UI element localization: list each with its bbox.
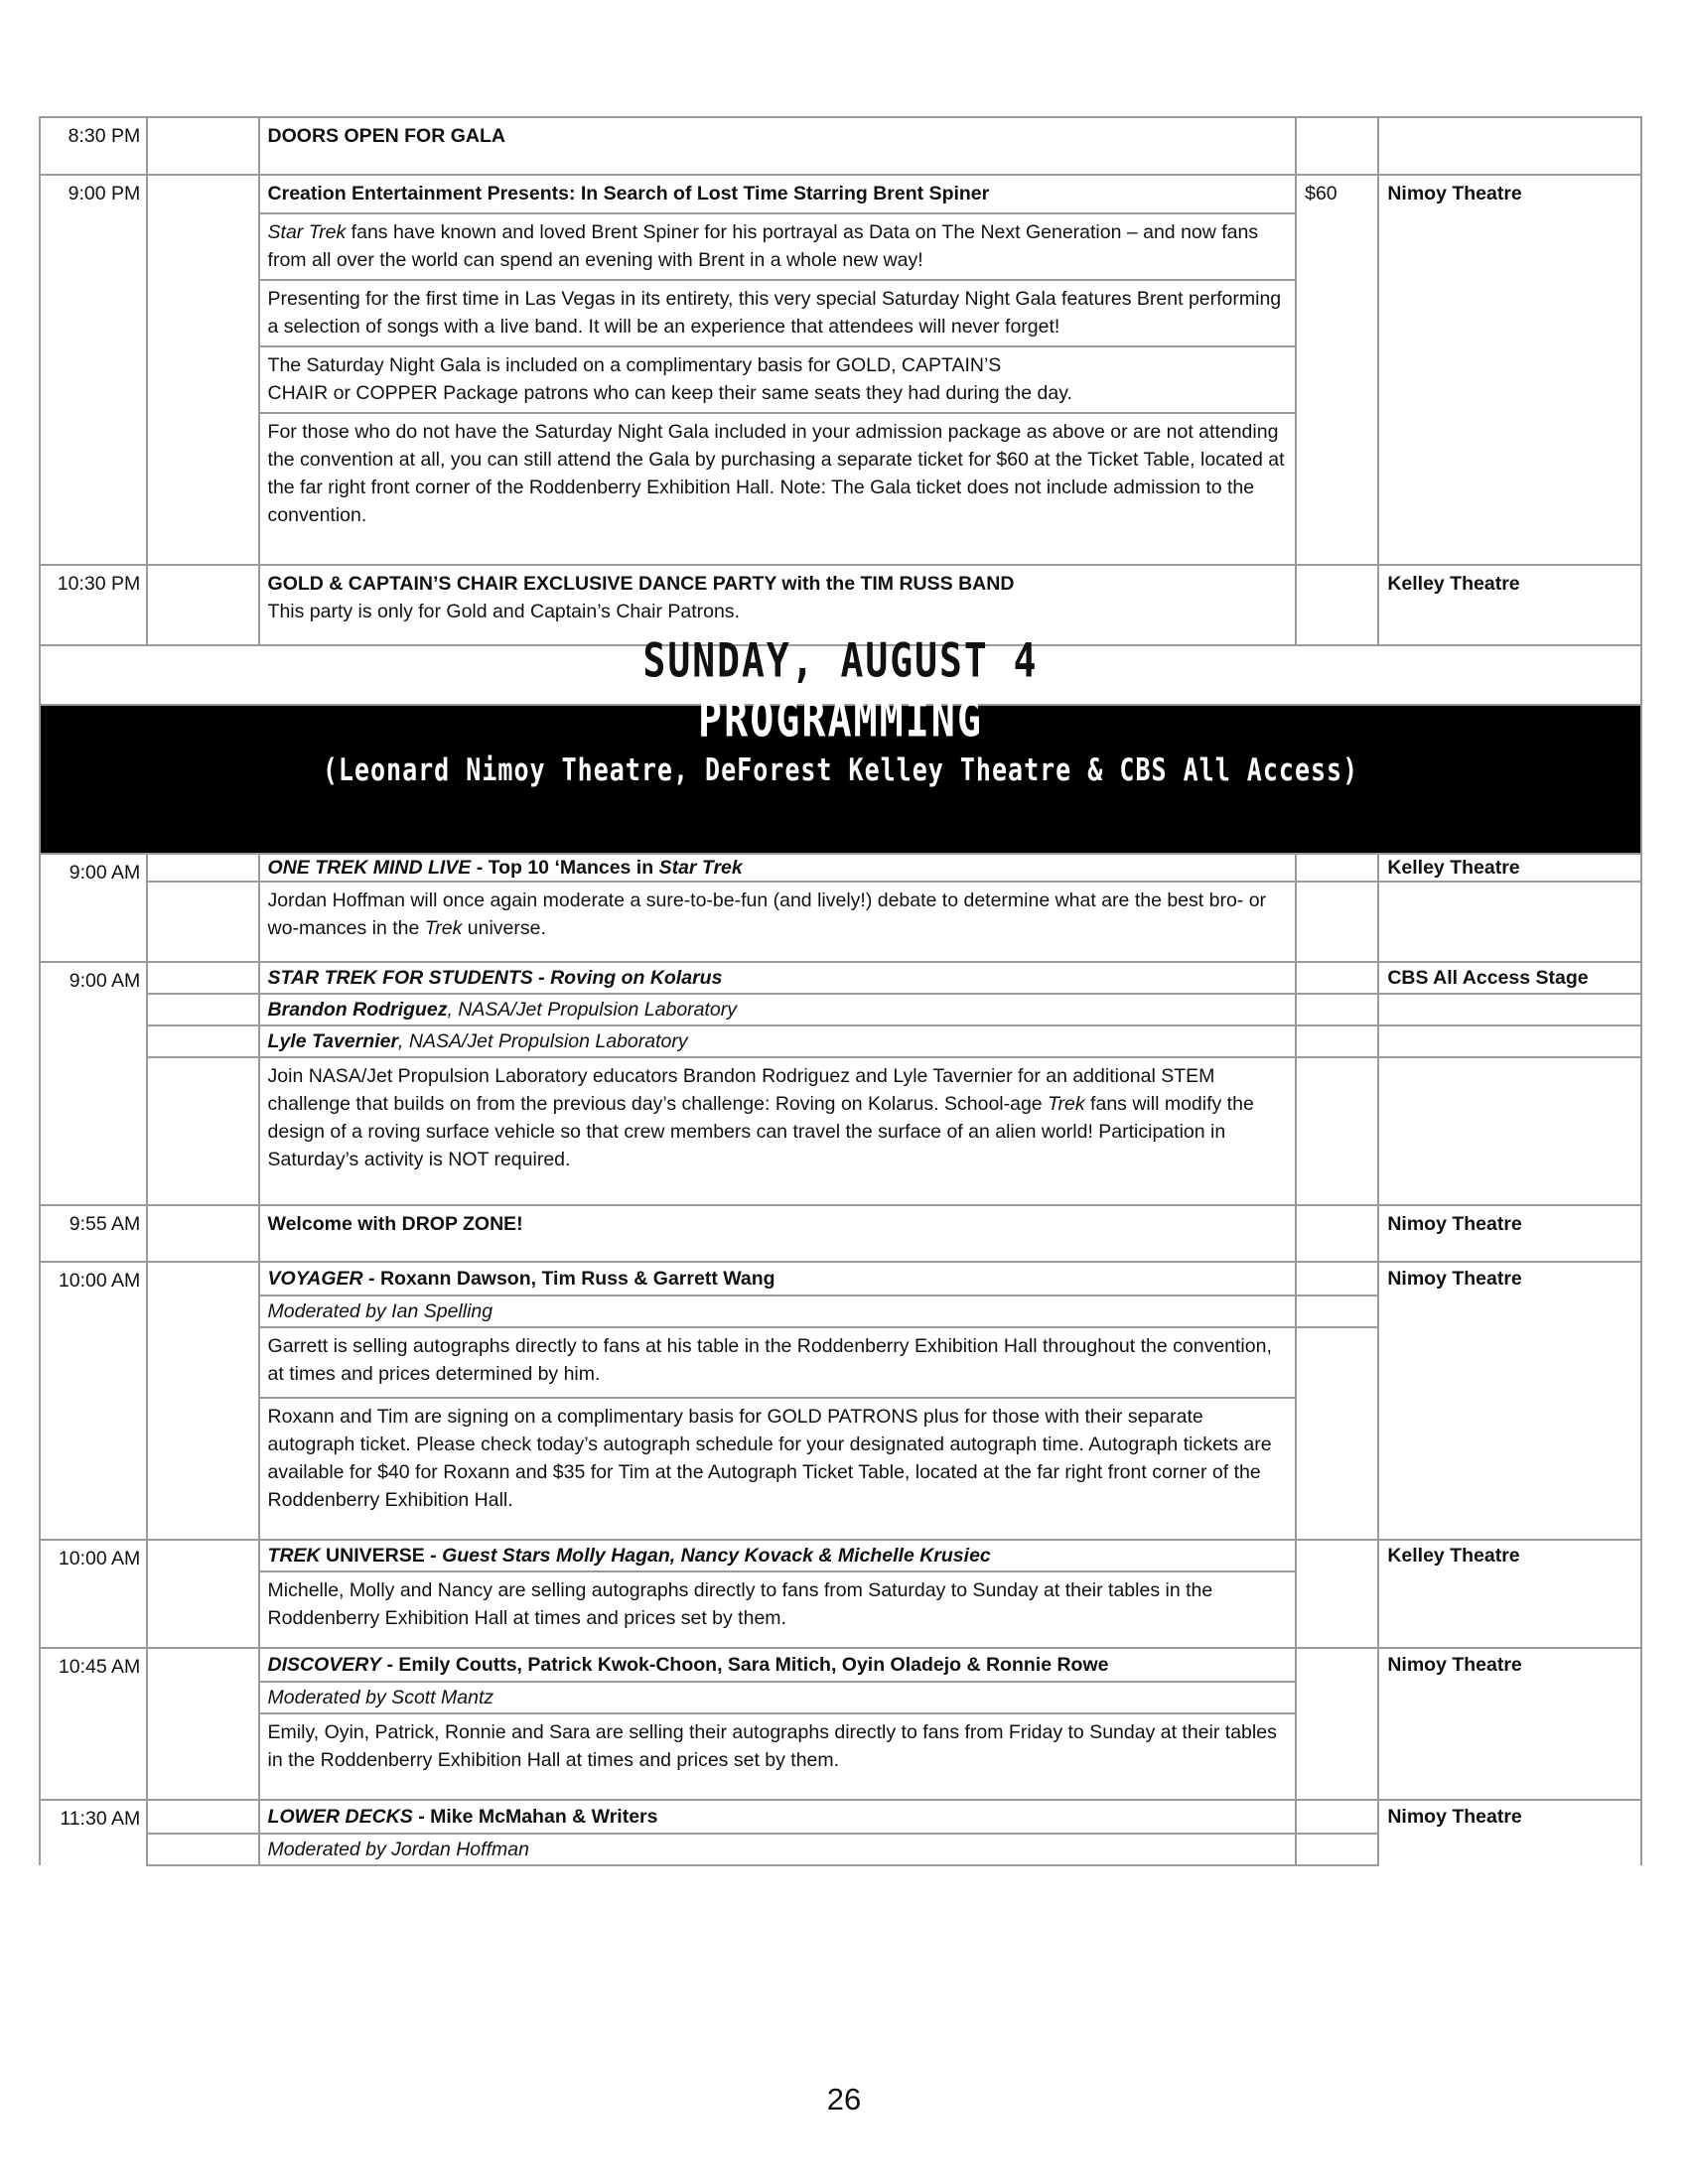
- page-number: 26: [826, 2082, 862, 2116]
- time-cell: 11:30 AM: [40, 1800, 147, 1865]
- table-row: [40, 117, 1641, 175]
- time-cell: 9:55 AM: [40, 1205, 147, 1262]
- event-description: Star Trek fans have known and loved Brent Spiner for his portrayal as Data on The Next Generation – and now fans from all over the world can spend an evening with Brent in a whole new way!: [259, 213, 1297, 280]
- event-title: Creation Entertainment Presents: In Search of Lost Time Starring Brent Spiner: [259, 175, 1297, 213]
- table-row: [40, 994, 1641, 1025]
- guest-cell: Brandon Rodriguez, NASA/Jet Propulsion Laboratory: [259, 994, 1297, 1025]
- table-row: [40, 1648, 1641, 1682]
- guest-cell: Lyle Tavernier, NASA/Jet Propulsion Laboratory: [259, 1025, 1297, 1057]
- event-description: The Saturday Night Gala is included on a complimentary basis for GOLD, CAPTAIN’S CHAIR or COPPER Package patrons who can keep their same seats they had during the day.: [259, 346, 1297, 413]
- moderator-cell: Moderated by Scott Mantz: [259, 1682, 1297, 1713]
- event-title: VOYAGER - Roxann Dawson, Tim Russ & Garrett Wang: [259, 1262, 1297, 1296]
- venue-cell: Nimoy Theatre: [1378, 1800, 1641, 1865]
- programming-banner: [40, 691, 1641, 854]
- moderator-cell: Moderated by Jordan Hoffman: [259, 1834, 1297, 1865]
- programming-title: PROGRAMMING: [698, 691, 983, 749]
- venue-cell: Nimoy Theatre: [1378, 1205, 1641, 1262]
- time-cell: 8:30 PM: [40, 117, 147, 175]
- venue-cell: Kelley Theatre: [1378, 854, 1641, 882]
- table-row: [40, 854, 1641, 882]
- day-heading: SUNDAY, AUGUST 4: [40, 645, 1641, 705]
- event-title: Welcome with DROP ZONE!: [259, 1205, 1297, 1262]
- schedule-page: [39, 116, 1642, 1866]
- event-title: ONE TREK MIND LIVE - Top 10 ‘Mances in Star Trek: [259, 854, 1297, 882]
- event-description: Join NASA/Jet Propulsion Laboratory educators Brandon Rodriguez and Lyle Tavernier for an additional STEM challenge that builds on from the previous day’s challenge: Roving on Kolarus. School-age Trek fans will modify the design of a roving surface vehicle so that crew members can travel the surface of an alien world! Participation in Saturday’s activity is NOT required.: [259, 1057, 1297, 1205]
- event-title: DISCOVERY - Emily Coutts, Patrick Kwok-Choon, Sara Mitich, Oyin Oladejo & Ronnie Rowe: [259, 1648, 1297, 1682]
- table-row: [40, 1057, 1641, 1205]
- event-description: For those who do not have the Saturday Night Gala included in your admission package as above or are not attending the convention at all, you can still attend the Gala by purchasing a separate ticket for $60 at the Ticket Table, located at the far right front corner of the Roddenberry Exhibition Hall. Note: The Gala ticket does not include admission to the convention.: [259, 413, 1297, 565]
- event-title: TREK UNIVERSE - Guest Stars Molly Hagan, Nancy Kovack & Michelle Krusiec: [259, 1540, 1297, 1571]
- time-cell: 9:00 AM: [40, 854, 147, 962]
- table-row: [40, 175, 1641, 213]
- venue-cell: Kelley Theatre: [1378, 1540, 1641, 1648]
- venue-cell: Nimoy Theatre: [1378, 1648, 1641, 1800]
- venue-cell: Nimoy Theatre: [1378, 175, 1641, 565]
- event-title: DOORS OPEN FOR GALA: [259, 117, 1297, 175]
- table-row: [40, 882, 1641, 962]
- table-row: [40, 1540, 1641, 1571]
- venue-cell: CBS All Access Stage: [1378, 962, 1641, 994]
- table-row: [40, 705, 1641, 854]
- moderator-cell: Moderated by Ian Spelling: [259, 1296, 1297, 1327]
- event-description: Garrett is selling autographs directly to fans at his table in the Roddenberry Exhibition Hall throughout the convention, at times and prices determined by him.: [259, 1327, 1297, 1398]
- table-row: [40, 1025, 1641, 1057]
- event-description: Presenting for the first time in Las Vegas in its entirety, this very special Saturday Night Gala features Brent performing a selection of songs with a live band. It will be an experience that attendees will never forget!: [259, 280, 1297, 346]
- table-row: [40, 1800, 1641, 1834]
- price-cell: $60: [1296, 175, 1378, 565]
- venue-cell: Nimoy Theatre: [1378, 1262, 1641, 1540]
- venue-cell: Kelley Theatre: [1378, 565, 1641, 645]
- event-title: GOLD & CAPTAIN’S CHAIR EXCLUSIVE DANCE PARTY with the TIM RUSS BAND: [267, 573, 1015, 595]
- time-cell: 10:00 AM: [40, 1540, 147, 1648]
- table-row: [40, 1262, 1641, 1296]
- time-cell: 10:45 AM: [40, 1648, 147, 1800]
- event-description: Roxann and Tim are signing on a complimentary basis for GOLD PATRONS plus for those with their separate autograph ticket. Please check today’s autograph schedule for your designated autograph time. Autograph tickets are available for $40 for Roxann and $35 for Tim at the Autograph Ticket Table, located at the far right front corner of the Roddenberry Exhibition Hall.: [259, 1398, 1297, 1540]
- time-cell: 9:00 AM: [40, 962, 147, 1205]
- event-description: Emily, Oyin, Patrick, Ronnie and Sara are selling their autographs directly to fans from Friday to Sunday at their tables in the Roddenberry Exhibition Hall at times and prices set by them.: [259, 1713, 1297, 1800]
- time-cell: 10:30 PM: [40, 565, 147, 645]
- table-row: [40, 1205, 1641, 1262]
- event-description: Jordan Hoffman will once again moderate a sure-to-be-fun (and lively!) debate to determine what are the best bro- or wo-mances in the Trek universe.: [259, 882, 1297, 962]
- event-title: LOWER DECKS - Mike McMahan & Writers: [259, 1800, 1297, 1834]
- event-title: STAR TREK FOR STUDENTS - Roving on Kolarus: [259, 962, 1297, 994]
- event-description: Michelle, Molly and Nancy are selling autographs directly to fans from Saturday to Sunday at their tables in the Roddenberry Exhibition Hall at times and prices set by them.: [259, 1571, 1297, 1648]
- programming-subtitle: (Leonard Nimoy Theatre, DeForest Kelley Theatre & CBS All Access): [322, 751, 1359, 788]
- time-cell: 9:00 PM: [40, 175, 147, 565]
- time-cell: 10:00 AM: [40, 1262, 147, 1540]
- schedule-table: [39, 116, 1642, 1866]
- table-row: [40, 962, 1641, 994]
- event-description: This party is only for Gold and Captain’s Chair Patrons.: [267, 601, 740, 622]
